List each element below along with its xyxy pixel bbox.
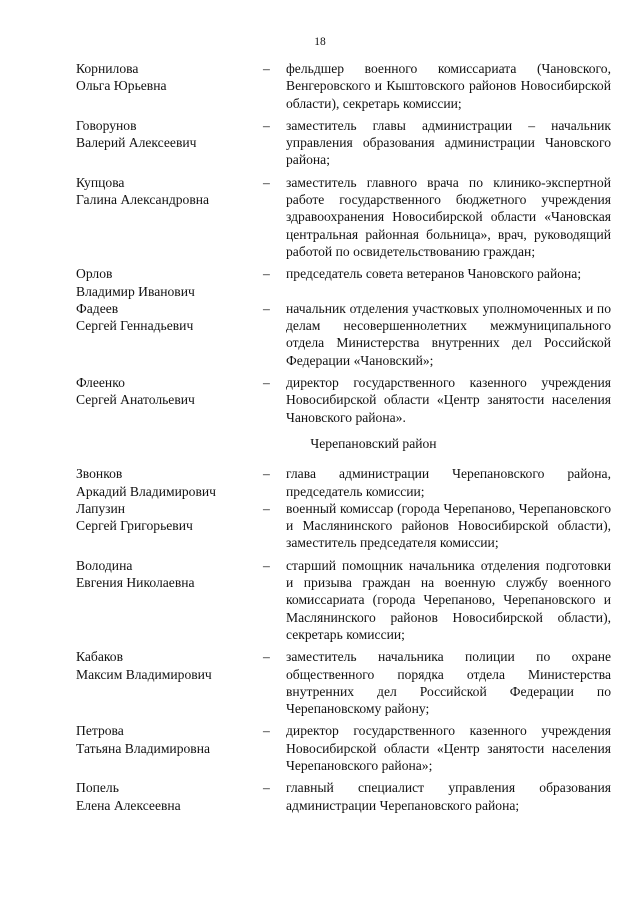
dash-separator: – xyxy=(263,174,270,190)
member-position: глава администрации Черепановского района, председатель комиссии; xyxy=(286,466,611,499)
member-name xyxy=(76,500,263,552)
member-given-names: Валерий Алексеевич xyxy=(76,135,197,151)
member-position: главный специалист управления образования администрации Черепановского района; xyxy=(286,780,611,813)
member-list xyxy=(76,60,611,819)
member-given-names: Татьяна Владимировна xyxy=(76,740,211,756)
member-name xyxy=(76,374,263,426)
member-surname: Фадеев xyxy=(76,300,119,316)
member-given-names: Галина Александровна xyxy=(76,192,210,208)
member-name xyxy=(76,117,263,169)
page-number: 18 xyxy=(314,36,326,48)
dash-separator: – xyxy=(263,723,270,739)
member-entry xyxy=(76,174,611,260)
member-given-names: Аркадий Владимирович xyxy=(76,483,216,499)
member-entry xyxy=(76,465,611,500)
member-entry xyxy=(76,648,611,717)
member-name xyxy=(76,779,263,814)
member-name xyxy=(76,265,263,300)
member-entry xyxy=(76,557,611,643)
member-entry xyxy=(76,265,611,300)
member-position: военный комиссар (города Черепаново, Черепановского и Маслянинского районов Новосибирской области), заместитель председателя комиссии; xyxy=(286,500,611,551)
dash-separator: – xyxy=(263,557,270,573)
dash-separator: – xyxy=(263,61,270,76)
dash-separator: – xyxy=(263,649,270,665)
member-given-names: Евгения Николаевна xyxy=(76,575,195,591)
section-title: Черепановский район xyxy=(310,435,437,451)
member-surname: Володина xyxy=(76,557,133,573)
member-given-names: Елена Алексеевна xyxy=(76,797,181,813)
member-position: председатель совета ветеранов Чановского района; xyxy=(286,266,582,282)
member-surname: Звонков xyxy=(76,466,123,482)
member-surname: Корнилова xyxy=(76,61,139,76)
member-name xyxy=(76,557,263,643)
member-surname: Петрова xyxy=(76,723,124,739)
member-surname: Попель xyxy=(76,780,119,796)
member-entry xyxy=(76,722,611,774)
dash-separator: – xyxy=(263,466,270,482)
dash-separator: – xyxy=(263,117,270,133)
member-name xyxy=(76,722,263,774)
member-surname: Купцова xyxy=(76,174,125,190)
member-position: директор государственного казенного учреждения Новосибирской области «Центр занятости населения Чановского района». xyxy=(286,375,611,425)
dash-separator: – xyxy=(263,266,270,282)
member-given-names: Сергей Анатольевич xyxy=(76,392,195,408)
member-surname: Лапузин xyxy=(76,500,126,516)
member-surname: Флеенко xyxy=(76,375,125,391)
member-position: старший помощник начальника отделения подготовки и призыва граждан на военную службу военного комиссариата (города Черепаново, Черепановского и Маслянинского районов Новосибирской области), секретарь комиссии; xyxy=(286,557,611,642)
member-surname: Орлов xyxy=(76,266,113,282)
dash-separator: – xyxy=(263,375,270,391)
member-given-names: Владимир Иванович xyxy=(76,283,195,299)
member-given-names: Сергей Григорьевич xyxy=(76,518,193,534)
dash-separator: – xyxy=(263,500,270,516)
dash-separator: – xyxy=(263,780,270,796)
member-given-names: Максим Владимирович xyxy=(76,666,212,682)
member-position: заместитель главного врача по клинико-экспертной работе государственного бюджетного учреждения здравоохранения Новосибирской области «Чановская центральная районная больница», врач, руководящий работой по освидетельствованию граждан; xyxy=(286,174,611,259)
member-entry xyxy=(76,374,611,426)
member-name xyxy=(76,648,263,717)
member-position: заместитель главы администрации – начальник управления образования администрации Чановского района; xyxy=(286,117,611,168)
member-entry xyxy=(76,117,611,169)
member-given-names: Ольга Юрьевна xyxy=(76,78,167,94)
member-position: начальник отделения участковых уполномоченных и по делам несовершеннолетних межмуниципального отдела Министерства внутренних дел Российской Федерации «Чановский»; xyxy=(286,300,611,368)
member-name xyxy=(76,300,263,369)
member-name xyxy=(76,465,263,500)
member-surname: Кабаков xyxy=(76,649,124,665)
dash-separator: – xyxy=(263,300,270,316)
member-entry xyxy=(76,779,611,814)
member-surname: Говорунов xyxy=(76,117,137,133)
member-position: директор государственного казенного учреждения Новосибирской области «Центр занятости населения Черепановского района»; xyxy=(286,723,611,773)
member-position: фельдшер военного комиссариата (Чановского, Венгеровского и Кыштовского районов Новосибирской области), секретарь комиссии; xyxy=(286,61,611,111)
member-entry xyxy=(76,60,611,112)
member-position: заместитель начальника полиции по охране общественного порядка отдела Министерства внутренних дел Российской Федерации по Черепановскому району; xyxy=(286,649,611,717)
member-given-names: Сергей Геннадьевич xyxy=(76,318,194,334)
member-name xyxy=(76,174,263,260)
member-entry xyxy=(76,300,611,369)
member-name xyxy=(76,60,263,112)
member-entry xyxy=(76,500,611,552)
